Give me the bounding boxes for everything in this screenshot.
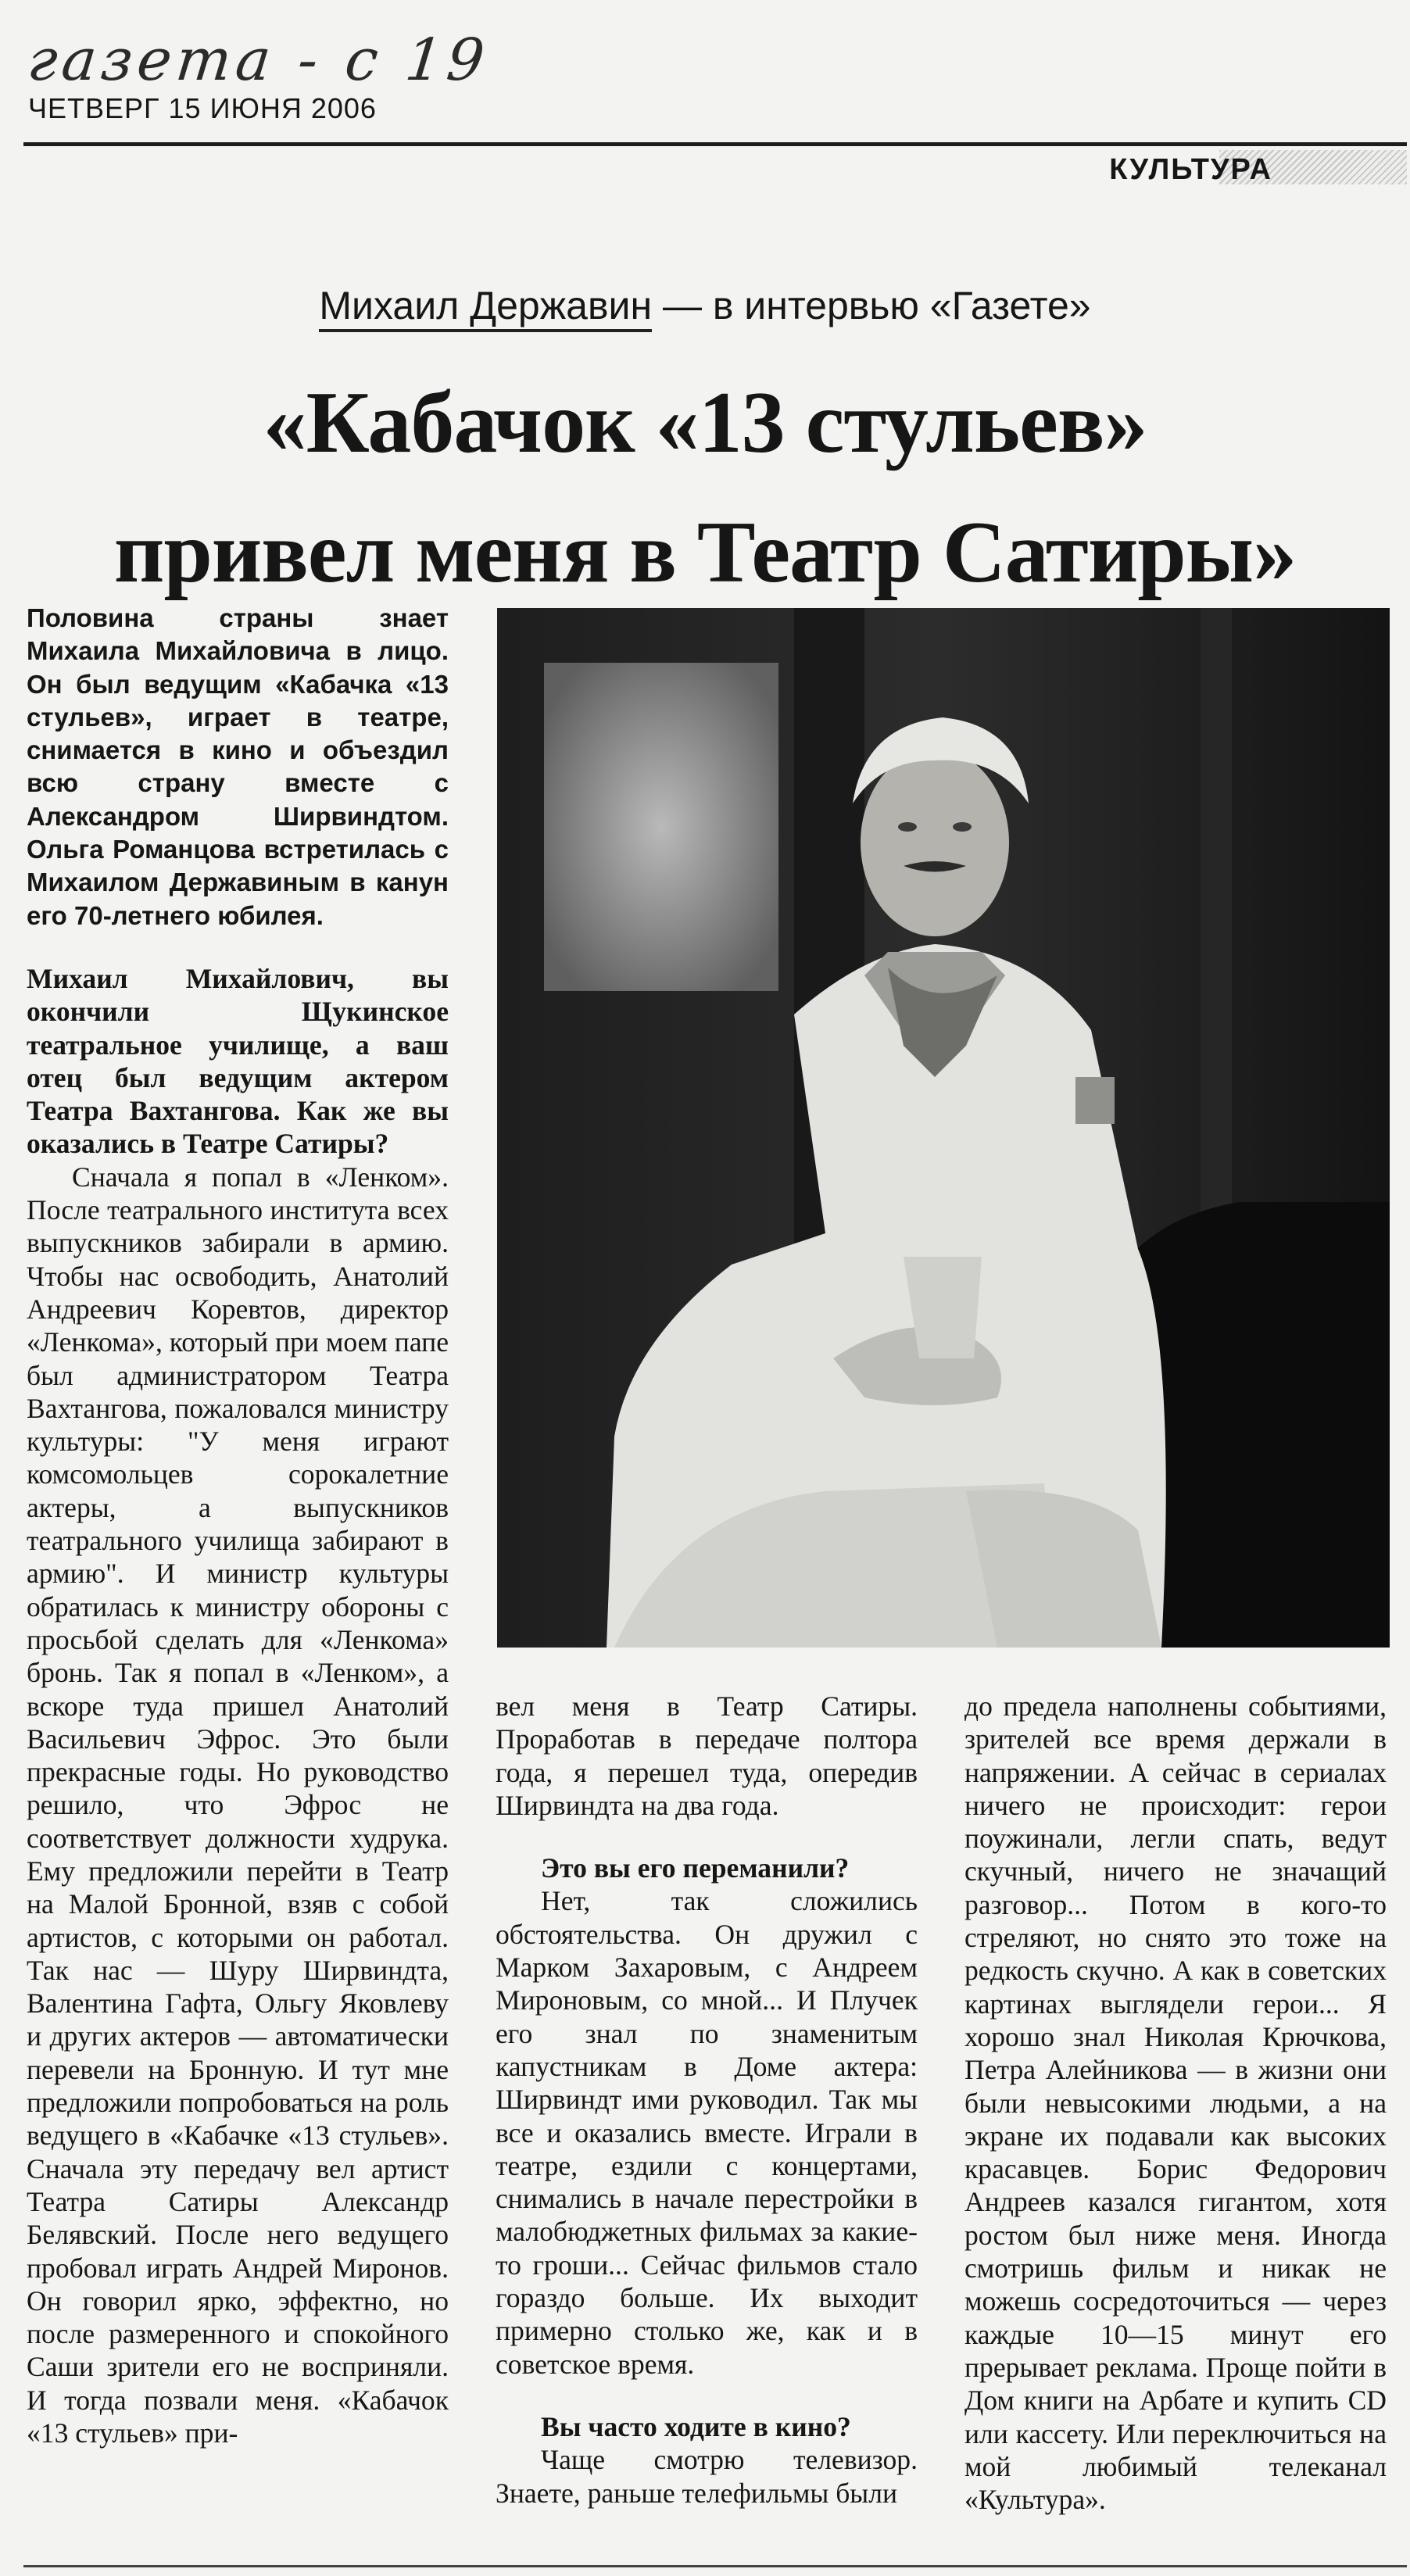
handwritten-note: газета - с 19: [24, 27, 492, 94]
question-3: Вы часто ходите в кино?: [541, 2410, 851, 2442]
headline-line-1: «Кабачок «13 стульев»: [263, 374, 1147, 471]
footer-rule: [23, 2565, 1407, 2567]
article-kicker: [0, 283, 1410, 328]
question-1: Михаил Михайлович, вы окончили Щукинское театральное училище, а ваш отец был ведущим актером Театра Вахтангова. Как же вы оказались в Театре Сатиры?: [27, 962, 449, 1160]
answer-2: Нет, так сложились обстоятельства. Он дружил с Марком Захаровым, с Андреем Мироновым, со мной... И Плучек его знал по знаменитым капустникам в Доме актера: Ширвиндт ими руководил. Так мы все и оказались вместе. Играли в театре, ездили с концертами, снимались в начале перестройки в малобюджетных фильмах за какие-то гроши... Сейчас фильмов стало гораздо больше. Их выходит примерно столько же, как и в советское время.: [496, 1885, 918, 2380]
answer-1: Сначала я попал в «Ленком». После театрального института всех выпускников забирали в армию. Чтобы нас освободить, Анатолий Андреевич Коревтов, директор «Ленкома», который при моем папе был администратором Театра Вахтангова, пожаловался министру культуры: "У меня играют комсомольцев сорокалетние актеры, а выпускников театрального училища забирают в армию". И министр культуры обратилась к министру обороны с просьбой сделать для «Ленкома» бронь. Так я попал в «Ленком», а вскоре туда пришел Анатолий Васильевич Эфрос. Это были прекрасные годы. Но руководство решило, что Эфрос не соответствует должности худрука. Ему предложили перейти в Театр на Малой Бронной, взяв с собой артистов, с которыми он работал. Так нас — Шуру Ширвиндта, Валентина Гафта, Ольгу Яковлеву и других актеров — автоматически перевели на Бронную. И тут мне предложили попробоваться на роль ведущего в «Кабачке «13 стульев». Сначала эту передачу вел артист Театра Сатиры Александр Белявский. После него ведущего пробовал играть Андрей Миронов. Он говорил ярко, эффектно, но после размеренного и спокойного Саши зрители его не восприняли. И тогда позвали меня. «Кабачок «13 стульев» при-: [27, 1161, 449, 2449]
question-2: Это вы его переманили?: [541, 1852, 850, 1884]
answer-1-continued: вел меня в Театр Сатиры. Проработав в передаче полтора года, я перешел туда, опередив Ширвиндта на два года.: [496, 1690, 918, 1821]
lead-paragraph: Половина страны знает Михаила Михайловича в лицо. Он был ведущим «Кабачка «13 стульев», играет в театре, снимается в кино и объездил всю страну вместе с Александром Ширвиндтом. Ольга Романцова встретилась с Михаилом Державиным в канун его 70-летнего юбилея.: [27, 603, 449, 930]
article-photo: [497, 608, 1390, 1648]
headline-line-2: привел меня в Театр Сатиры»: [113, 504, 1297, 601]
dateline: ЧЕТВЕРГ 15 ИЮНЯ 2006: [28, 92, 377, 124]
column-2: [496, 1690, 918, 2510]
header-rule: [23, 142, 1407, 146]
kicker-name: Михаил Державин: [319, 284, 652, 332]
section-label: КУЛЬТУРА: [1109, 153, 1272, 186]
column-3: [964, 1690, 1387, 2516]
column-1: [27, 602, 449, 2449]
answer-3-continued: до предела наполнены событиями, зрителей все время держали в напряжении. А сейчас в сериалах ничего не происходит: герои поужинали, легли спать, ведут скучный, ничего не значащий разговор... Потом в кого-то стреляют, но снято это тоже на редкость скучно. А как в советских картинах выглядели герои... Я хорошо знал Николая Крючкова, Петра Алейникова — в жизни они были невысокими людьми, а на экране их подавали как высоких красавцев. Борис Федорович Андреев казался гигантом, хотя ростом был ниже меня. Иногда смотришь фильм и никак не можешь сосредоточиться — через каждые 10—15 минут его прерывает реклама. Проще пойти в Дом книги на Арбате и купить CD или кассету. Или переключиться на мой любимый телеканал «Культура».: [964, 1690, 1387, 2516]
article-headline: [16, 358, 1394, 617]
photo-illustration: [497, 608, 1390, 1648]
answer-3: Чаще смотрю телевизор. Знаете, раньше телефильмы были: [496, 2444, 918, 2509]
kicker-rest: — в интервью «Газете»: [652, 284, 1091, 327]
